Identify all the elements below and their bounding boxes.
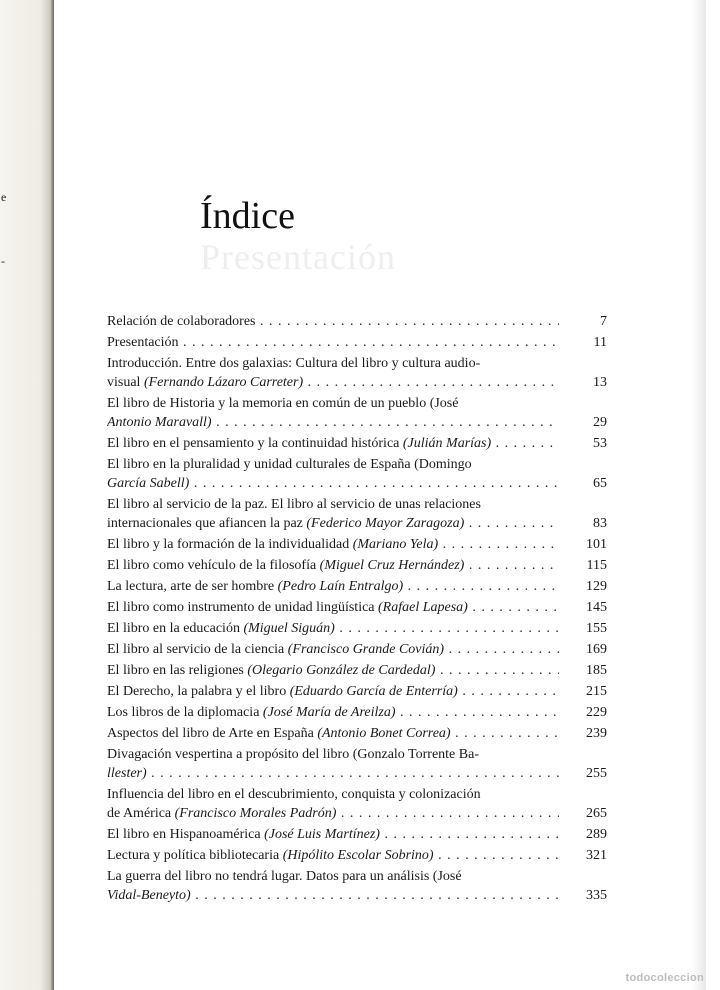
toc-entry-title: de América <box>107 806 172 821</box>
toc-entry-last-line <box>107 373 559 392</box>
toc-entry-last-line <box>107 535 559 554</box>
toc-entry-line: El libro al servicio de la paz. El libro al servicio de unas relaciones <box>107 497 481 512</box>
toc-entry-last-line <box>107 804 559 823</box>
toc-page-number: 13 <box>593 375 607 390</box>
toc-page-number: 155 <box>586 621 607 636</box>
toc-entry-last-line <box>107 598 559 617</box>
dot-leader <box>107 663 559 678</box>
toc-entry <box>107 333 607 352</box>
toc-entry-title: El libro en la educación <box>107 621 240 636</box>
toc-entry-text <box>107 598 567 617</box>
toc-entry-title: La lectura, arte de ser hombre <box>107 579 275 594</box>
toc-entry <box>107 745 607 783</box>
toc-entry-text <box>107 495 567 533</box>
dot-leader <box>107 579 559 594</box>
toc-entry <box>107 354 607 392</box>
spine-char: e <box>1 190 7 204</box>
toc-entry-text <box>107 556 567 575</box>
toc-page-number: 129 <box>586 579 607 594</box>
dot-leader <box>107 415 559 430</box>
toc-page-number: 229 <box>586 705 607 720</box>
toc-entry-author: (José María de Areilza) <box>262 705 396 720</box>
toc-entry-text <box>107 312 567 331</box>
dot-leader <box>107 558 559 573</box>
toc-page-number: 115 <box>586 558 607 573</box>
toc-entry-author: (José Luis Martínez) <box>264 827 380 842</box>
toc-entry-text <box>107 846 567 865</box>
toc-entry <box>107 312 607 331</box>
toc-page-number: 7 <box>600 314 607 329</box>
toc-entry-title: Relación de colaboradores <box>107 314 256 329</box>
toc-entry-author: Antonio Maravall) <box>107 415 212 430</box>
dot-leader <box>107 684 559 699</box>
toc-entry-text <box>107 535 567 554</box>
toc-entry-author: (Fernando Lázaro Carreter) <box>143 375 304 390</box>
dot-leader <box>107 516 559 531</box>
toc-entry <box>107 640 607 659</box>
toc-entry-line: Introducción. Entre dos galaxias: Cultura del libro y cultura audio- <box>107 356 481 371</box>
dot-leader <box>107 335 559 350</box>
toc-entry-author: (Pedro Laín Entralgo) <box>277 579 404 594</box>
toc-entry-title: Presentación <box>107 335 179 350</box>
toc-entry-author: (Eduardo García de Enterría) <box>289 684 458 699</box>
toc-entry-line: Influencia del libro en el descubrimiento, conquista y colonización <box>107 787 481 802</box>
toc-entry-text <box>107 661 567 680</box>
toc-entry-author: (Federico Mayor Zaragoza) <box>306 516 465 531</box>
toc-page-number: 265 <box>586 806 607 821</box>
toc-entry-text <box>107 785 567 823</box>
dot-leader <box>107 436 559 451</box>
toc-entry <box>107 661 607 680</box>
toc-page-number: 255 <box>586 766 607 781</box>
toc-entry <box>107 598 607 617</box>
toc-entry-author: (Francisco Morales Padrón) <box>174 806 337 821</box>
toc-entry-text <box>107 745 567 783</box>
toc-page-number: 289 <box>586 827 607 842</box>
dot-leader <box>107 642 559 657</box>
toc-page-number: 53 <box>593 436 607 451</box>
dot-leader <box>107 375 559 390</box>
toc-entry-author: (Francisco Grande Covián) <box>287 642 445 657</box>
toc-page-number: 101 <box>586 537 607 552</box>
toc-entry-text <box>107 577 567 596</box>
page-title: Índice <box>200 195 295 237</box>
spine-char: - <box>1 254 5 268</box>
toc-entry-last-line <box>107 703 559 722</box>
toc-entry <box>107 619 607 638</box>
toc-entry-text <box>107 434 567 453</box>
toc-entry <box>107 724 607 743</box>
toc-entry-author: Vidal-Beneyto) <box>107 888 191 903</box>
toc-entry-author: (Olegario González de Cardedal) <box>247 663 436 678</box>
toc-page-number: 239 <box>586 726 607 741</box>
dot-leader <box>107 848 559 863</box>
toc-entry <box>107 535 607 554</box>
toc-entry-title: El libro en el pensamiento y la continuidad histórica <box>107 436 400 451</box>
toc-entry <box>107 455 607 493</box>
dot-leader <box>107 705 559 720</box>
dot-leader <box>107 766 559 781</box>
toc-entry-text <box>107 682 567 701</box>
toc-entry <box>107 785 607 823</box>
toc-page-number: 29 <box>593 415 607 430</box>
toc-entry <box>107 577 607 596</box>
toc-entry-last-line <box>107 474 559 493</box>
toc-entry-author: llester) <box>107 766 147 781</box>
dot-leader <box>107 314 559 329</box>
toc-entry-author: García Sabell) <box>107 476 190 491</box>
toc-entry-last-line <box>107 514 559 533</box>
toc-entry-text <box>107 867 567 905</box>
toc-entry-title: Aspectos del libro de Arte en España <box>107 726 314 741</box>
toc-entry-line: El libro de Historia y la memoria en común de un pueblo (José <box>107 396 459 411</box>
toc-entry-last-line <box>107 886 559 905</box>
toc-entry <box>107 682 607 701</box>
dot-leader <box>107 888 559 903</box>
watermark: todocoleccion <box>625 972 704 984</box>
toc-entry-last-line <box>107 434 559 453</box>
toc-page-number: 169 <box>586 642 607 657</box>
toc-entry <box>107 394 607 432</box>
toc-entry-author: (Rafael Lapesa) <box>378 600 468 615</box>
toc-entry-last-line <box>107 619 559 638</box>
toc-entry-author: (Antonio Bonet Correa) <box>317 726 451 741</box>
toc-entry <box>107 703 607 722</box>
toc-entry-title: El Derecho, la palabra y el libro <box>107 684 287 699</box>
dot-leader <box>107 827 559 842</box>
toc-entry-text <box>107 703 567 722</box>
show-through-text: Presentación <box>200 237 396 277</box>
toc-entry-text <box>107 333 567 352</box>
book-spine <box>0 0 54 990</box>
toc-entry-text <box>107 619 567 638</box>
dot-leader <box>107 537 559 552</box>
toc-entry-line: Divagación vespertina a propósito del libro (Gonzalo Torrente Ba- <box>107 747 479 762</box>
toc-entry-text <box>107 640 567 659</box>
toc-entry-last-line <box>107 640 559 659</box>
toc-entry-last-line <box>107 825 559 844</box>
toc-entry-last-line <box>107 556 559 575</box>
toc-page-number: 11 <box>593 335 607 350</box>
toc-page-number: 65 <box>593 476 607 491</box>
toc-page-number: 83 <box>593 516 607 531</box>
toc-entry <box>107 495 607 533</box>
toc-page-number: 215 <box>586 684 607 699</box>
toc-entry-last-line <box>107 577 559 596</box>
toc-page-number: 335 <box>586 888 607 903</box>
dot-leader <box>107 806 559 821</box>
table-of-contents <box>107 312 607 907</box>
toc-entry-title: El libro como instrumento de unidad lingüística <box>107 600 375 615</box>
dot-leader <box>107 726 559 741</box>
toc-entry-text <box>107 455 567 493</box>
toc-entry <box>107 556 607 575</box>
toc-entry <box>107 825 607 844</box>
toc-entry-text <box>107 394 567 432</box>
toc-entry-text <box>107 724 567 743</box>
toc-entry-line: El libro en la pluralidad y unidad culturales de España (Domingo <box>107 457 472 472</box>
toc-entry-title: El libro y la formación de la individualidad <box>107 537 350 552</box>
toc-entry-text <box>107 354 567 392</box>
toc-entry-title: Lectura y política bibliotecaria <box>107 848 280 863</box>
toc-entry-title: internacionales que afiancen la paz <box>107 516 303 531</box>
toc-entry-author: (Julián Marías) <box>402 436 492 451</box>
toc-entry-last-line <box>107 682 559 701</box>
toc-entry-last-line <box>107 846 559 865</box>
toc-entry-last-line <box>107 724 559 743</box>
toc-entry <box>107 434 607 453</box>
toc-page-number: 145 <box>586 600 607 615</box>
dot-leader <box>107 476 559 491</box>
toc-entry-text <box>107 825 567 844</box>
toc-entry-last-line <box>107 333 559 352</box>
toc-entry-author: (Miguel Siguán) <box>243 621 335 636</box>
toc-entry-line: La guerra del libro no tendrá lugar. Datos para un análisis (José <box>107 869 462 884</box>
toc-entry-last-line <box>107 413 559 432</box>
toc-entry-author: (Hipólito Escolar Sobrino) <box>282 848 434 863</box>
toc-page-number: 321 <box>586 848 607 863</box>
dot-leader <box>107 600 559 615</box>
dot-leader <box>107 621 559 636</box>
toc-entry-title: El libro como vehículo de la filosofía <box>107 558 317 573</box>
toc-entry <box>107 867 607 905</box>
toc-entry-title: El libro en Hispanoamérica <box>107 827 261 842</box>
toc-entry-last-line <box>107 764 559 783</box>
toc-entry-last-line <box>107 312 559 331</box>
toc-entry-title: Los libros de la diplomacia <box>107 705 260 720</box>
toc-entry-author: (Miguel Cruz Hernández) <box>319 558 465 573</box>
toc-entry-title: visual <box>107 375 141 390</box>
toc-entry <box>107 846 607 865</box>
toc-entry-author: (Mariano Yela) <box>352 537 439 552</box>
toc-entry-title: El libro al servicio de la ciencia <box>107 642 285 657</box>
toc-entry-title: El libro en las religiones <box>107 663 244 678</box>
toc-page-number: 185 <box>586 663 607 678</box>
toc-entry-last-line <box>107 661 559 680</box>
page-edge <box>692 0 706 990</box>
